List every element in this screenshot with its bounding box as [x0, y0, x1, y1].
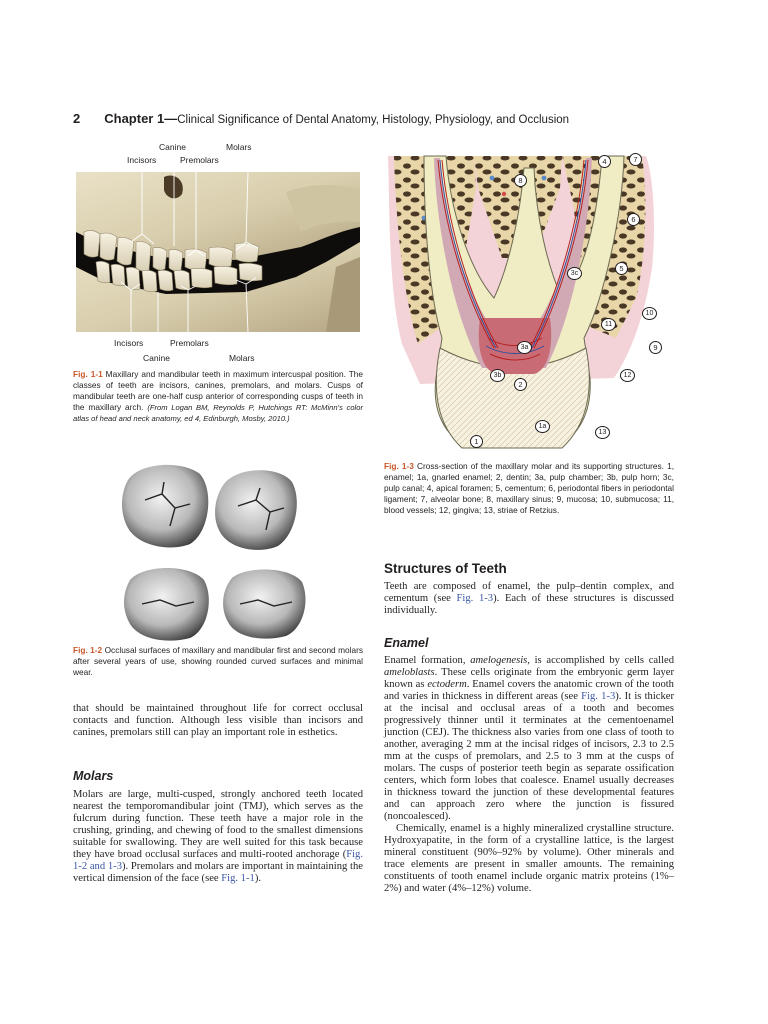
fig3-caption-text: Cross-section of the maxillary molar and its supporting structures. 1, enamel; 1a, gnarled enamel; 2, dentin; 3a, pulp chamber; 3b, pulp horn; 3c, pulp canal; 4, apical foramen; 5, cementum; 6, periodontal fibers in periodontal ligament; 7, alveolar bone; 8, maxillary sinus; 9, mucosa; 10, submucosa; 11, blood vessels; 12, gingiva; 13, striae of Retzius.	[384, 461, 675, 515]
fig2-caption-text: Occlusal surfaces of maxillary and mandibular first and second molars after several years of use, showing rounded curved surfaces and minimal wear.	[73, 645, 363, 677]
structures-section	[384, 581, 674, 617]
fig-1-3-link-enamel[interactable]: Fig. 1-3	[581, 691, 616, 702]
fig3-label: 13	[595, 426, 610, 439]
fig1-label-molars-top: Molars	[226, 142, 252, 152]
fig2-caption	[73, 645, 363, 678]
fig3-label: 2	[514, 378, 527, 391]
enamel-heading: Enamel	[384, 636, 429, 650]
fig-1-2-link[interactable]: Fig. 1-2 and 1-3	[73, 849, 363, 872]
fig1-label-premolars-top: Premolars	[180, 155, 219, 165]
occlusal-molars-illustration	[120, 460, 310, 642]
fig1-label-incisors-bottom: Incisors	[114, 338, 144, 348]
skull-photo	[76, 172, 360, 332]
fig3-label: 5	[615, 262, 628, 275]
premolars-continuation-paragraph: that should be maintained throughout life for correct occlusal contacts and function. Although less visible than incisors and canines, premolars still can play an important role in esthetics.	[73, 703, 363, 738]
enamel-section	[384, 655, 674, 895]
fig1-label-canine-bottom: Canine	[143, 353, 170, 363]
fig3-label: 3c	[567, 267, 582, 280]
tooth-cross-section-illustration	[384, 148, 676, 454]
molars-paragraph	[73, 789, 363, 885]
fig-1-3-link[interactable]: Fig. 1-3	[456, 593, 494, 604]
fig3-label: 7	[629, 153, 642, 166]
fig-1-1-link[interactable]: Fig. 1-1	[221, 873, 255, 884]
tooth-cross-section-figure	[384, 148, 676, 454]
chapter-label: Chapter 1—	[104, 111, 178, 126]
term-ectoderm: ectoderm	[427, 679, 467, 690]
running-header	[73, 111, 633, 126]
skull-illustration	[76, 172, 360, 332]
fig1-caption-source: (From Logan BM, Reynolds P, Hutchings RT: McMinn's color atlas of head and neck anatomy, ed 4, Edinburgh, Mosby, 2010.)	[73, 403, 363, 423]
chapter-title: Clinical Significance of Dental Anatomy, Histology, Physiology, and Occlusion	[177, 114, 570, 126]
fig2-caption-label: Fig. 1-2	[73, 645, 103, 655]
fig3-label: 1a	[535, 420, 550, 433]
enamel-paragraph-2: Chemically, enamel is a highly mineralized crystalline structure. Hydroxyapatite, in the form of a crystalline lattice, is the largest mineral constituent (90%–92% by volume). Other minerals and trace elements are present in smaller amounts. The remaining constituents of tooth enamel include organic matrix proteins (1%–2%) and water (4%–12%) volume.	[384, 823, 674, 894]
fig3-label: 8	[514, 174, 527, 187]
structures-text-1: Teeth are composed of enamel, the pulp–dentin complex, and cementum (see	[384, 581, 674, 604]
fig1-label-canine-top: Canine	[159, 142, 186, 152]
page-number: 2	[73, 111, 81, 126]
structures-paragraph	[384, 581, 674, 617]
occlusal-molars-figure	[120, 460, 310, 642]
left-column-intro	[73, 703, 363, 739]
fig1-caption	[73, 369, 363, 424]
molars-text-2: ). Premolars and molars are important in maintaining the vertical dimension of the face (see	[73, 861, 363, 884]
fig1-label-premolars-bottom: Premolars	[170, 338, 209, 348]
fig3-label: 12	[620, 369, 635, 382]
enamel-text-e: ). It is thicker at the incisal and occlusal areas of a tooth and becomes progressively thinner until it terminates at the cementoenamel junction (CEJ). The thickness also varies from one class of tooth to another, averaging 2 mm at the incisal ridges of incisors, 2.3 to 2.5 mm at the cusps of premolars, and 2.5 to 3 mm at the cusps of molars. The cusps of posterior teeth begin as separate ossification centers, which form lobes that coalesce. Enamel usually decreases in thickness toward the junction of these developmental features and can approach zero where the junction is fissured (noncoalesced).	[384, 691, 674, 822]
term-amelogenesis: amelogenesis	[470, 655, 528, 666]
molars-text-3: ).	[254, 873, 261, 884]
fig3-label: 6	[627, 213, 640, 226]
structures-text-2: ). Each of these structures is discussed individually.	[384, 593, 674, 616]
fig3-label: 4	[598, 155, 611, 168]
structures-heading: Structures of Teeth	[384, 561, 507, 576]
enamel-text-b: , is accomplished by cells called	[527, 655, 675, 666]
fig3-label: 9	[649, 341, 662, 354]
term-ameloblasts: ameloblasts	[384, 667, 435, 678]
fig1-label-incisors-top: Incisors	[127, 155, 157, 165]
fig3-label: 10	[642, 307, 657, 320]
molars-section	[73, 789, 363, 885]
fig3-label: 3b	[490, 369, 505, 382]
enamel-text-d: . Enamel covers the anatomic crown of the tooth and varies in thickness in different areas (see	[384, 679, 674, 702]
molars-heading: Molars	[73, 769, 114, 783]
fig1-caption-text: Maxillary and mandibular teeth in maximum intercuspal position. The classes of teeth are incisors, canines, premolars, and molars. Cusps of mandibular teeth are one-half cusp anterior of corresponding cusps of teeth in the maxillary arch.	[73, 369, 363, 412]
fig3-caption-label: Fig. 1-3	[384, 461, 414, 471]
enamel-paragraph-1	[384, 655, 674, 823]
enamel-text-a: Enamel formation,	[384, 655, 471, 666]
fig3-label: 11	[601, 318, 616, 331]
fig3-label: 3a	[517, 341, 532, 354]
fig1-label-molars-bottom: Molars	[229, 353, 255, 363]
molars-text-1: Molars are large, multi-cusped, strongly anchored teeth located nearest the temporomandibular joint (TMJ), which serves as the fulcrum during function. These teeth have a major role in the crushing, grinding, and chewing of food to the smallest dimensions suitable for swallowing. They are well suited for this task because they have broad occlusal surfaces and multi-rooted anchorage (	[73, 789, 363, 860]
fig1-caption-label: Fig. 1-1	[73, 369, 103, 379]
fig3-label: 1	[470, 435, 483, 448]
enamel-text-c: . These cells originate from the embryonic germ layer known as	[384, 667, 674, 690]
fig3-caption	[384, 461, 674, 516]
